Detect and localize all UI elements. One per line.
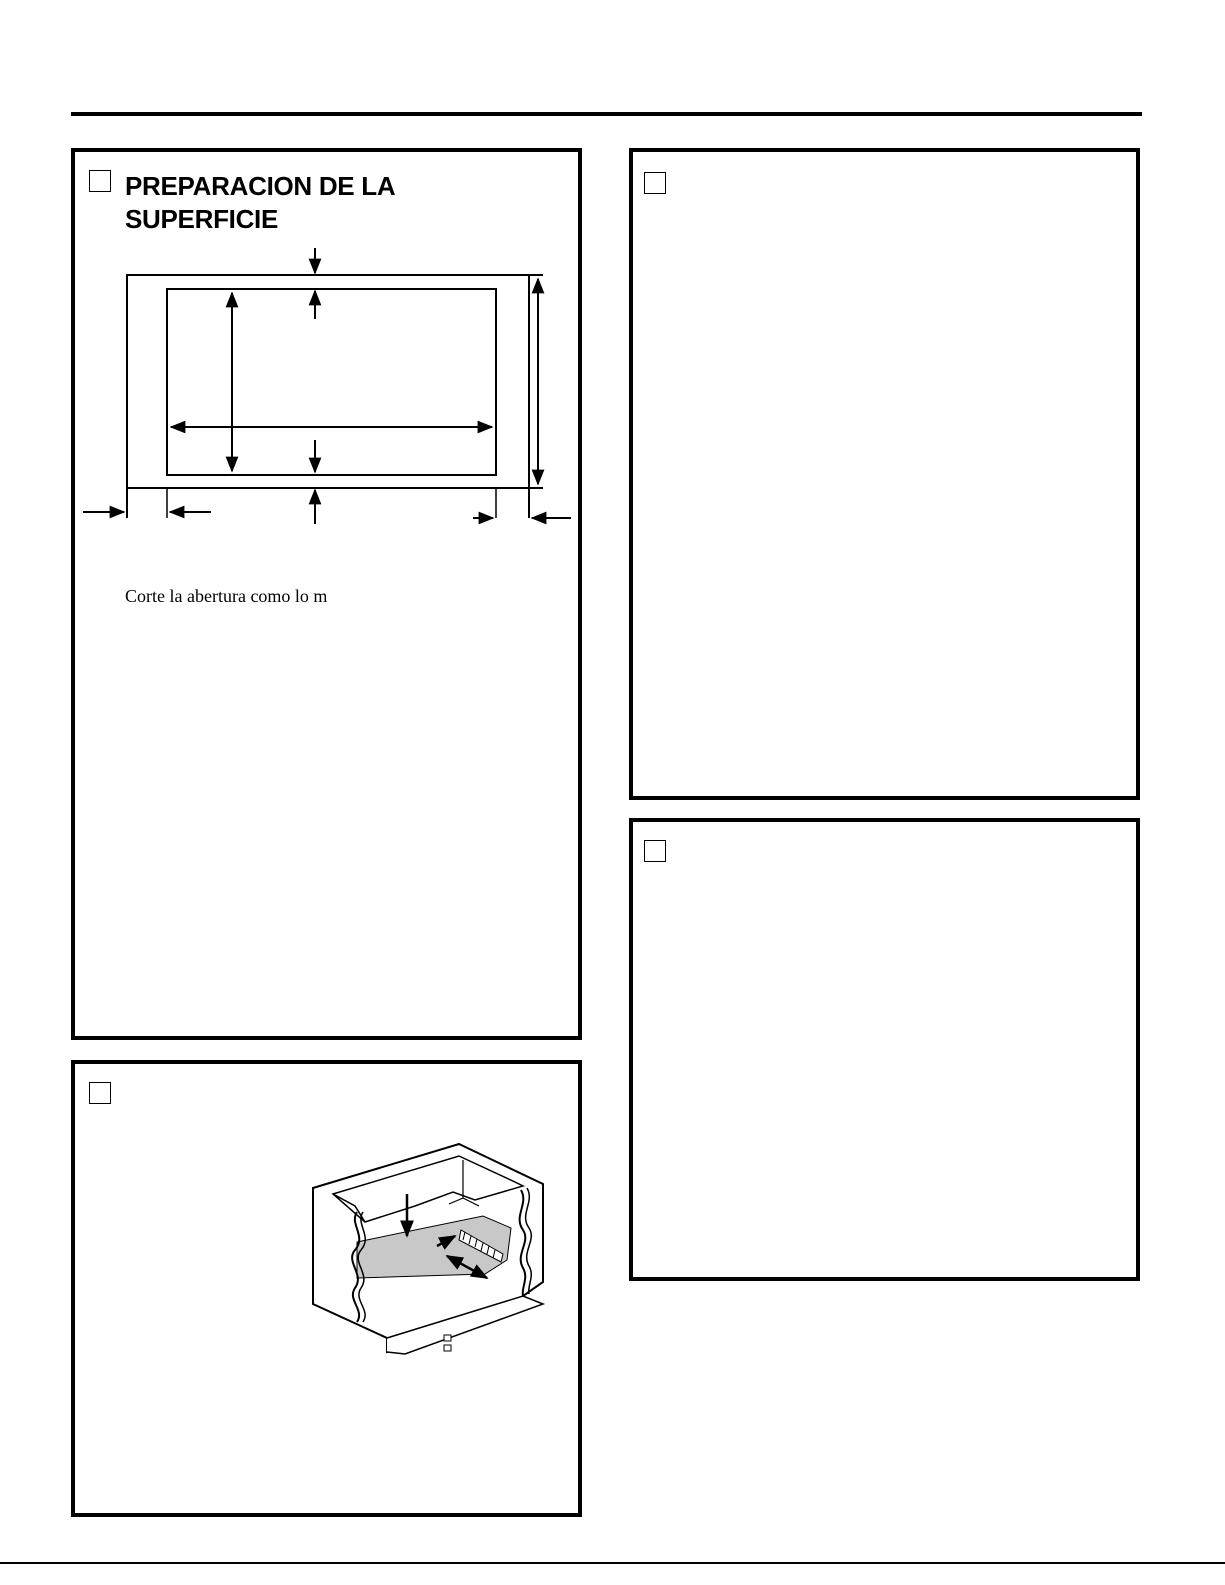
body-text: Corte la abertura como lo m <box>125 586 328 606</box>
surface-prep-panel <box>71 148 582 1040</box>
header-rule <box>71 112 1142 116</box>
extension-lines <box>167 488 529 518</box>
step-checkbox[interactable] <box>644 840 666 862</box>
right-bottom-panel <box>629 818 1140 1281</box>
footer-rule <box>0 1562 1225 1564</box>
cutout-rectangle <box>167 289 496 475</box>
heading-line-2: SUPERFICIE <box>125 204 279 234</box>
cabinet-cutaway-illustration <box>75 1064 586 1521</box>
countertop-outline <box>127 275 543 518</box>
right-top-panel <box>629 148 1140 800</box>
cabinet-panel <box>71 1060 582 1517</box>
step-checkbox[interactable] <box>644 172 666 194</box>
heading-line-1: PREPARACION DE LA <box>125 171 396 201</box>
